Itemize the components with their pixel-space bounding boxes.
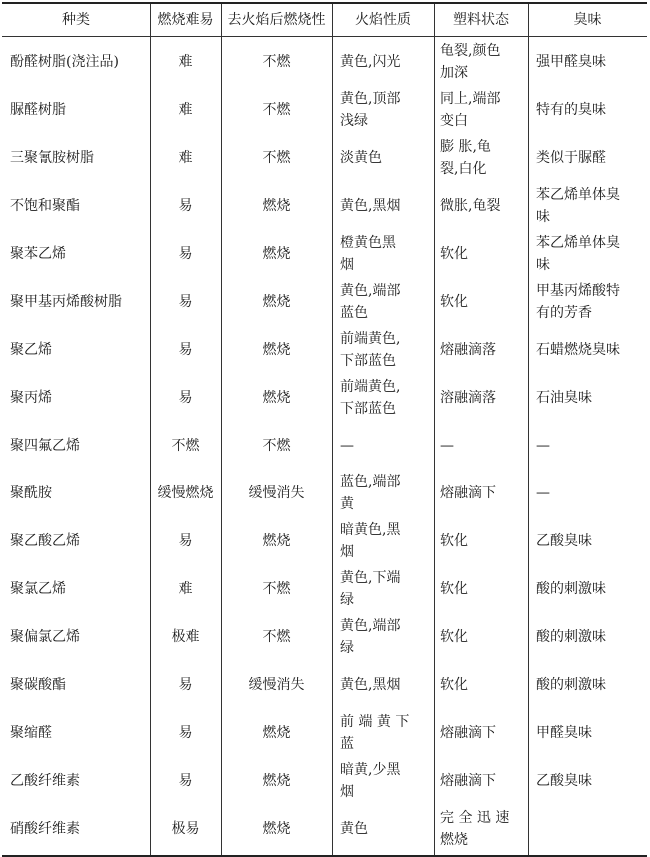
cell-flame-nature: 前端黄色, 下部蓝色 — [340, 378, 401, 417]
cell-flame-nature: 黄色,下端 绿 — [340, 570, 401, 609]
cell-after-flame: 不燃 — [262, 581, 291, 598]
cell-species: 聚碳酸酯 — [10, 677, 66, 694]
cell-plastic-state: 溶融滴落 — [440, 389, 496, 406]
cell-plastic-state: 熔融滴下 — [440, 773, 496, 790]
cell-burn-ease: 缓慢燃烧 — [157, 485, 214, 502]
column-divider — [434, 4, 435, 855]
cell-burn-ease: 难 — [178, 53, 193, 70]
cell-odor: 特有的臭味 — [536, 101, 606, 118]
header-divider — [2, 36, 647, 37]
cell-after-flame: 缓慢消失 — [248, 677, 305, 694]
cell-burn-ease: 难 — [178, 101, 193, 118]
cell-after-flame: 燃烧 — [262, 773, 291, 790]
cell-plastic-state: 熔融滴下 — [440, 485, 496, 502]
cell-after-flame: 不燃 — [262, 101, 291, 118]
cell-burn-ease: 易 — [178, 533, 193, 550]
cell-plastic-state: — — [440, 437, 454, 454]
cell-odor: 酸的刺激味 — [536, 581, 606, 598]
cell-species: 聚缩醛 — [10, 725, 52, 742]
cell-after-flame: 燃烧 — [262, 821, 291, 838]
cell-species: 聚苯乙烯 — [10, 245, 66, 262]
cell-burn-ease: 难 — [178, 581, 193, 598]
cell-species: 聚偏氯乙烯 — [10, 629, 80, 646]
cell-after-flame: 燃烧 — [262, 245, 291, 262]
cell-species: 聚乙酸乙烯 — [10, 533, 80, 550]
cell-after-flame: 燃烧 — [262, 341, 291, 358]
cell-plastic-state: 微胀,龟裂 — [440, 197, 501, 214]
cell-species: 聚甲基丙烯酸树脂 — [10, 293, 122, 310]
cell-burn-ease: 极难 — [171, 629, 200, 646]
cell-flame-nature: 黄色,端部 蓝色 — [340, 282, 401, 321]
column-divider — [332, 4, 333, 855]
cell-odor: 石蜡燃烧臭味 — [536, 341, 620, 358]
cell-odor: 类似于脲醛 — [536, 149, 606, 166]
cell-odor: 苯乙烯单体臭 味 — [536, 186, 620, 225]
cell-flame-nature: 黄色,黑烟 — [340, 677, 401, 694]
cell-odor: 甲基丙烯酸特 有的芳香 — [536, 282, 620, 321]
cell-flame-nature: 黄色,端部 绿 — [340, 618, 401, 657]
cell-plastic-state: 熔融滴落 — [440, 341, 496, 358]
cell-after-flame: 不燃 — [262, 53, 291, 70]
cell-after-flame: 不燃 — [262, 149, 291, 166]
cell-after-flame: 不燃 — [262, 629, 291, 646]
cell-after-flame: 燃烧 — [262, 389, 291, 406]
cell-flame-nature: 黄色 — [340, 821, 368, 838]
cell-odor: 强甲醛臭味 — [536, 53, 606, 70]
cell-species: 不饱和聚酯 — [10, 197, 80, 214]
cell-plastic-state: 熔融滴下 — [440, 725, 496, 742]
cell-species: 聚乙烯 — [10, 341, 52, 358]
cell-odor: — — [536, 437, 550, 454]
cell-species: 聚丙烯 — [10, 389, 52, 406]
cell-odor: 酸的刺激味 — [536, 677, 606, 694]
cell-flame-nature: 淡黄色 — [340, 149, 382, 166]
cell-flame-nature: 前 端 黄 下 蓝 — [340, 714, 410, 753]
cell-flame-nature: 黄色,闪光 — [340, 53, 401, 70]
cell-odor: 乙酸臭味 — [536, 533, 592, 550]
cell-after-flame: 燃烧 — [262, 533, 291, 550]
cell-species: 脲醛树脂 — [10, 101, 66, 118]
cell-odor: 乙酸臭味 — [536, 773, 592, 790]
cell-burn-ease: 易 — [178, 245, 193, 262]
cell-species: 硝酸纤维素 — [10, 821, 80, 838]
cell-species: 乙酸纤维素 — [10, 773, 80, 790]
column-divider — [528, 4, 529, 855]
cell-species: 聚酰胺 — [10, 485, 52, 502]
header-burn-ease: 燃烧难易 — [157, 12, 214, 28]
cell-burn-ease: 易 — [178, 389, 193, 406]
header-plastic-state: 塑料状态 — [453, 12, 509, 28]
cell-burn-ease: 易 — [178, 341, 193, 358]
header-flame-nature: 火焰性质 — [355, 12, 411, 28]
plastic-combustion-table — [2, 2, 647, 857]
header-odor: 臭味 — [573, 12, 602, 28]
cell-plastic-state: 软化 — [440, 629, 468, 646]
cell-burn-ease: 易 — [178, 197, 193, 214]
cell-flame-nature: 黄色,顶部 浅绿 — [340, 90, 401, 129]
cell-odor: 苯乙烯单体臭 味 — [536, 234, 620, 273]
cell-odor: 石油臭味 — [536, 389, 592, 406]
cell-species: 聚四氟乙烯 — [10, 437, 80, 454]
cell-plastic-state: 软化 — [440, 293, 468, 310]
header-species: 种类 — [62, 12, 90, 28]
cell-burn-ease: 易 — [178, 293, 193, 310]
cell-plastic-state: 软化 — [440, 533, 468, 550]
header-after-flame: 去火焰后燃烧性 — [227, 12, 326, 28]
cell-after-flame: 燃烧 — [262, 197, 291, 214]
cell-odor: 甲醛臭味 — [536, 725, 592, 742]
cell-flame-nature: 橙黄色黑 烟 — [340, 234, 396, 273]
cell-flame-nature: 黄色,黑烟 — [340, 197, 401, 214]
cell-species: 酚醛树脂(浇注品) — [10, 53, 119, 70]
cell-plastic-state: 龟裂,颜色 加深 — [440, 42, 501, 81]
cell-plastic-state: 完 全 迅 速 燃烧 — [440, 810, 510, 849]
cell-burn-ease: 易 — [178, 725, 193, 742]
cell-species: 聚氯乙烯 — [10, 581, 66, 598]
cell-plastic-state: 软化 — [440, 245, 468, 262]
cell-plastic-state: 同上,端部 变白 — [440, 90, 501, 129]
cell-plastic-state: 软化 — [440, 581, 468, 598]
cell-species: 三聚氰胺树脂 — [10, 149, 94, 166]
cell-after-flame: 燃烧 — [262, 725, 291, 742]
cell-plastic-state: 软化 — [440, 677, 468, 694]
cell-after-flame: 缓慢消失 — [248, 485, 305, 502]
cell-flame-nature: — — [340, 437, 354, 454]
cell-burn-ease: 极易 — [171, 821, 200, 838]
cell-burn-ease: 易 — [178, 773, 193, 790]
cell-flame-nature: 蓝色,端部 黄 — [340, 474, 401, 513]
cell-burn-ease: 不燃 — [171, 437, 200, 454]
cell-plastic-state: 膨 胀,龟 裂,白化 — [440, 138, 491, 177]
cell-odor: — — [536, 485, 550, 502]
cell-odor: 酸的刺激味 — [536, 629, 606, 646]
cell-after-flame: 燃烧 — [262, 293, 291, 310]
cell-flame-nature: 暗黄色,黑 烟 — [340, 522, 401, 561]
cell-flame-nature: 暗黄,少黑 烟 — [340, 762, 401, 801]
cell-flame-nature: 前端黄色, 下部蓝色 — [340, 330, 401, 369]
cell-burn-ease: 难 — [178, 149, 193, 166]
cell-burn-ease: 易 — [178, 677, 193, 694]
cell-after-flame: 不燃 — [262, 437, 291, 454]
